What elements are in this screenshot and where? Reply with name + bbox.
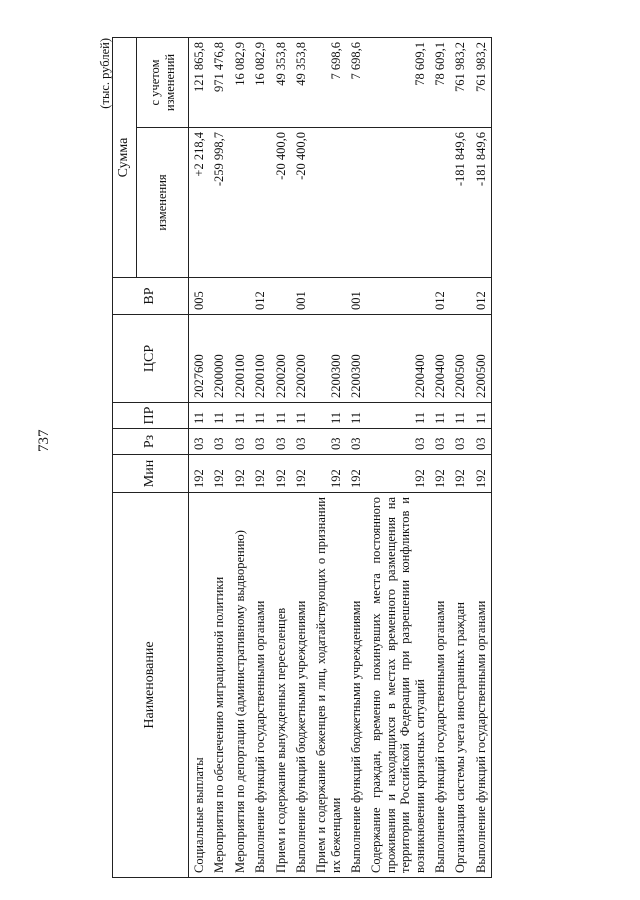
row-change (230, 128, 250, 278)
row-min: 192 (209, 455, 229, 493)
row-min: 192 (189, 455, 210, 493)
table-row (209, 38, 229, 878)
budget-table (112, 37, 492, 878)
table-row (366, 38, 430, 878)
row-csr: 2200300 (311, 315, 346, 403)
header-change: изменения (137, 128, 189, 278)
row-csr: 2200400 (366, 315, 430, 403)
row-change (250, 128, 270, 278)
row-change (346, 128, 366, 278)
row-change (430, 128, 450, 278)
row-csr: 2200400 (430, 315, 450, 403)
row-pr: 11 (366, 403, 430, 429)
budget-table-block (98, 38, 558, 878)
row-min: 192 (366, 455, 430, 493)
header-total: с учетом изменений (137, 38, 189, 128)
row-change: -181 849,6 (450, 128, 470, 278)
row-min: 192 (250, 455, 270, 493)
header-csr: ЦСР (113, 315, 189, 403)
row-rz: 03 (311, 429, 346, 455)
row-rz: 03 (366, 429, 430, 455)
row-change: -20 400,0 (271, 128, 291, 278)
row-name: Мероприятия по депортации (административному выдворению) (230, 493, 250, 878)
row-change (311, 128, 346, 278)
row-csr: 2200500 (450, 315, 470, 403)
row-name: Выполнение функций бюджетными учреждениями (291, 493, 311, 878)
table-row (471, 38, 492, 878)
table-body (189, 38, 492, 878)
row-min: 192 (291, 455, 311, 493)
row-rz: 03 (189, 429, 210, 455)
row-min: 192 (471, 455, 492, 493)
table-row (189, 38, 210, 878)
table-header (113, 38, 189, 878)
row-total: 78 609,1 (366, 38, 430, 128)
row-csr: 2027600 (189, 315, 210, 403)
row-rz: 03 (291, 429, 311, 455)
row-change: -181 849,6 (471, 128, 492, 278)
table-row (271, 38, 291, 878)
row-total: 971 476,8 (209, 38, 229, 128)
header-rz: Рз (113, 429, 189, 455)
row-pr: 11 (230, 403, 250, 429)
row-min: 192 (430, 455, 450, 493)
row-pr: 11 (311, 403, 346, 429)
row-csr: 2200000 (209, 315, 229, 403)
row-pr: 11 (189, 403, 210, 429)
row-pr: 11 (430, 403, 450, 429)
row-min: 192 (346, 455, 366, 493)
row-min: 192 (311, 455, 346, 493)
row-vr (230, 278, 250, 315)
row-change: -20 400,0 (291, 128, 311, 278)
table-row (291, 38, 311, 878)
table-row (430, 38, 450, 878)
row-rz: 03 (250, 429, 270, 455)
row-total: 761 983,2 (471, 38, 492, 128)
row-total: 49 353,8 (291, 38, 311, 128)
row-total: 16 082,9 (230, 38, 250, 128)
row-rz: 03 (430, 429, 450, 455)
row-csr: 2200500 (471, 315, 492, 403)
header-min: Мин (113, 455, 189, 493)
table-row (450, 38, 470, 878)
row-csr: 2200100 (250, 315, 270, 403)
row-pr: 11 (250, 403, 270, 429)
page-number: 737 (36, 429, 52, 452)
row-change: -259 998,7 (209, 128, 229, 278)
row-vr: 005 (189, 278, 210, 315)
row-vr: 012 (250, 278, 270, 315)
row-total: 16 082,9 (250, 38, 270, 128)
row-total: 49 353,8 (271, 38, 291, 128)
row-vr (311, 278, 346, 315)
row-min: 192 (450, 455, 470, 493)
row-rz: 03 (209, 429, 229, 455)
row-total: 121 865,8 (189, 38, 210, 128)
table-row (230, 38, 250, 878)
header-sum: Сумма (113, 38, 137, 278)
row-name: Выполнение функций государственными органами (430, 493, 450, 878)
row-min: 192 (230, 455, 250, 493)
row-pr: 11 (346, 403, 366, 429)
row-rz: 03 (471, 429, 492, 455)
row-rz: 03 (450, 429, 470, 455)
row-name: Прием и содержание вынужденных переселенцев (271, 493, 291, 878)
row-vr (271, 278, 291, 315)
row-pr: 11 (209, 403, 229, 429)
row-change (366, 128, 430, 278)
row-min: 192 (271, 455, 291, 493)
row-rz: 03 (230, 429, 250, 455)
header-name: Наименование (113, 493, 189, 878)
row-name: Выполнение функций государственными органами (250, 493, 270, 878)
row-rz: 03 (346, 429, 366, 455)
row-pr: 11 (450, 403, 470, 429)
row-vr (450, 278, 470, 315)
table-row (311, 38, 346, 878)
row-total: 7 698,6 (311, 38, 346, 128)
row-vr: 012 (471, 278, 492, 315)
row-change: +2 218,4 (189, 128, 210, 278)
row-vr: 001 (291, 278, 311, 315)
row-rz: 03 (271, 429, 291, 455)
row-csr: 2200200 (291, 315, 311, 403)
header-vr: ВР (113, 278, 189, 315)
row-total: 7 698,6 (346, 38, 366, 128)
row-name: Выполнение функций государственными органами (471, 493, 492, 878)
row-pr: 11 (291, 403, 311, 429)
row-vr: 001 (346, 278, 366, 315)
row-total: 78 609,1 (430, 38, 450, 128)
row-name: Социальные выплаты (189, 493, 210, 878)
header-pr: ПР (113, 403, 189, 429)
row-total: 761 983,2 (450, 38, 470, 128)
units-label: (тыс. рублей) (98, 38, 112, 109)
row-csr: 2200300 (346, 315, 366, 403)
row-vr (366, 278, 430, 315)
row-pr: 11 (271, 403, 291, 429)
row-name: Выполнение функций бюджетными учреждениями (346, 493, 366, 878)
row-name: Организация системы учета иностранных граждан (450, 493, 470, 878)
row-csr: 2200100 (230, 315, 250, 403)
table-row (346, 38, 366, 878)
row-csr: 2200200 (271, 315, 291, 403)
row-vr: 012 (430, 278, 450, 315)
row-pr: 11 (471, 403, 492, 429)
table-row (250, 38, 270, 878)
row-name: Мероприятия по обеспечению миграционной политики (209, 493, 229, 878)
row-vr (209, 278, 229, 315)
row-name: Содержание граждан, временно покинувших места постоянного проживания и находящихся в местах временного размещения на территории Российской Федерации при разрешении конфликтов и возникновении кризисных ситуаций (366, 493, 430, 878)
row-name: Прием и содержание беженцев и лиц, ходатайствующих о признании их беженцами (311, 493, 346, 878)
